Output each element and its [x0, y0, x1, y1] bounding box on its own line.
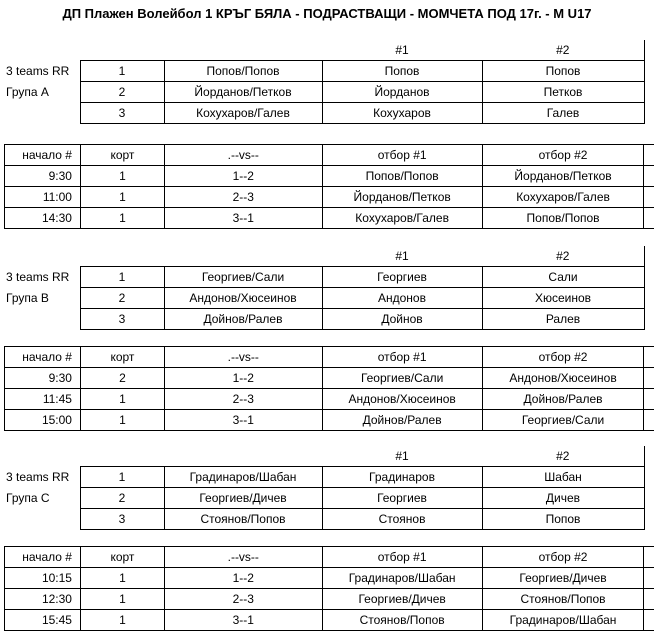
team-number: 2	[80, 288, 164, 309]
team-row	[4, 488, 654, 509]
team-number: 2	[80, 82, 164, 103]
match-time: 11:45	[5, 389, 81, 410]
match-team2: Дойнов/Ралев	[482, 389, 644, 410]
match-team1: Георгиев/Дичев	[322, 589, 482, 610]
team-row	[4, 467, 654, 488]
match-team2: Георгиев/Дичев	[482, 568, 644, 589]
match-team1: Дойнов/Ралев	[322, 410, 482, 431]
match-vs: 3--1	[164, 410, 322, 431]
group-label: 3 teams RR	[4, 61, 80, 82]
teams-header-1: #1	[322, 40, 482, 61]
match-vs: 2--3	[164, 589, 322, 610]
match-row	[5, 410, 654, 431]
match-time: 10:15	[5, 568, 81, 589]
match-vs: 1--2	[164, 568, 322, 589]
player-2: Ралев	[482, 309, 644, 330]
match-row	[5, 389, 654, 410]
group-b-teams-table	[4, 246, 654, 330]
match-team2: Кохухаров/Галев	[482, 187, 644, 208]
match-team1: Кохухаров/Галев	[322, 208, 482, 229]
team1-header: отбор #1	[322, 347, 482, 368]
team-number: 2	[80, 488, 164, 509]
page-title: ДП Плажен Волейбол 1 КРЪГ БЯЛА - ПОДРАСТВАЩИ - МОМЧЕТА ПОД 17г. - М U17	[0, 6, 654, 21]
match-court: 1	[80, 208, 164, 229]
player-1: Георгиев	[322, 488, 482, 509]
teams-header-1: #1	[322, 446, 482, 467]
teams-header-row	[4, 40, 654, 61]
team-number: 3	[80, 509, 164, 530]
teams-header-2: #2	[482, 446, 644, 467]
team-pair: Дойнов/Ралев	[164, 309, 322, 330]
match-court: 1	[80, 389, 164, 410]
team-pair: Георгиев/Дичев	[164, 488, 322, 509]
match-time: 12:30	[5, 589, 81, 610]
match-team1: Йорданов/Петков	[322, 187, 482, 208]
player-1: Андонов	[322, 288, 482, 309]
group-name: Група А	[4, 82, 80, 103]
team-number: 1	[80, 267, 164, 288]
player-2: Петков	[482, 82, 644, 103]
match-vs: 2--3	[164, 389, 322, 410]
match-team1: Попов/Попов	[322, 166, 482, 187]
player-2: Попов	[482, 61, 644, 82]
team-pair: Андонов/Хюсеинов	[164, 288, 322, 309]
court-header: корт	[80, 145, 164, 166]
match-row	[5, 368, 654, 389]
player-2: Хюсеинов	[482, 288, 644, 309]
match-row	[5, 208, 654, 229]
team-number: 3	[80, 309, 164, 330]
match-row	[5, 187, 654, 208]
court-header: корт	[80, 547, 164, 568]
team-row	[4, 103, 654, 124]
team-row	[4, 288, 654, 309]
player-1: Стоянов	[322, 509, 482, 530]
match-row	[5, 610, 654, 631]
team2-header: отбор #2	[482, 145, 644, 166]
teams-header-row	[4, 446, 654, 467]
group-c-teams-table	[4, 446, 654, 530]
match-team2: Георгиев/Сали	[482, 410, 644, 431]
player-2: Сали	[482, 267, 644, 288]
schedule-header-row	[5, 347, 654, 368]
match-time: 11:00	[5, 187, 81, 208]
teams-header-row	[4, 246, 654, 267]
match-time: 9:30	[5, 368, 81, 389]
match-vs: 3--1	[164, 208, 322, 229]
match-team1: Стоянов/Попов	[322, 610, 482, 631]
player-1: Дойнов	[322, 309, 482, 330]
team-number: 3	[80, 103, 164, 124]
team2-header: отбор #2	[482, 547, 644, 568]
player-1: Георгиев	[322, 267, 482, 288]
teams-header-2: #2	[482, 246, 644, 267]
group-name: Група C	[4, 488, 80, 509]
team-number: 1	[80, 61, 164, 82]
match-court: 1	[80, 166, 164, 187]
teams-header-1: #1	[322, 246, 482, 267]
player-2: Попов	[482, 509, 644, 530]
match-time: 14:30	[5, 208, 81, 229]
match-court: 1	[80, 610, 164, 631]
player-2: Дичев	[482, 488, 644, 509]
group-a-schedule-table	[4, 144, 654, 229]
player-1: Попов	[322, 61, 482, 82]
match-vs: 1--2	[164, 368, 322, 389]
player-2: Галев	[482, 103, 644, 124]
start-time-header: начало #	[5, 145, 81, 166]
player-1: Кохухаров	[322, 103, 482, 124]
team-number: 1	[80, 467, 164, 488]
player-1: Градинаров	[322, 467, 482, 488]
match-team2: Стоянов/Попов	[482, 589, 644, 610]
team-pair: Градинаров/Шабан	[164, 467, 322, 488]
match-court: 2	[80, 368, 164, 389]
match-vs: 3--1	[164, 610, 322, 631]
team2-header: отбор #2	[482, 347, 644, 368]
team-pair: Стоянов/Попов	[164, 509, 322, 530]
match-row	[5, 568, 654, 589]
match-team1: Андонов/Хюсеинов	[322, 389, 482, 410]
match-team1: Градинаров/Шабан	[322, 568, 482, 589]
match-time: 15:45	[5, 610, 81, 631]
group-name: Група B	[4, 288, 80, 309]
match-team2: Йорданов/Петков	[482, 166, 644, 187]
match-team2: Андонов/Хюсеинов	[482, 368, 644, 389]
vs-header: .--vs--	[164, 547, 322, 568]
match-row	[5, 166, 654, 187]
team1-header: отбор #1	[322, 547, 482, 568]
vs-header: .--vs--	[164, 145, 322, 166]
team-row	[4, 82, 654, 103]
team-pair: Кохухаров/Галев	[164, 103, 322, 124]
teams-header-2: #2	[482, 40, 644, 61]
group-c-schedule-table	[4, 546, 654, 631]
match-row	[5, 589, 654, 610]
match-vs: 1--2	[164, 166, 322, 187]
match-team1: Георгиев/Сали	[322, 368, 482, 389]
team-pair: Йорданов/Петков	[164, 82, 322, 103]
match-court: 1	[80, 410, 164, 431]
match-time: 15:00	[5, 410, 81, 431]
player-2: Шабан	[482, 467, 644, 488]
schedule-header-row	[5, 145, 654, 166]
match-court: 1	[80, 187, 164, 208]
match-team2: Градинаров/Шабан	[482, 610, 644, 631]
group-b-schedule-table	[4, 346, 654, 431]
vs-header: .--vs--	[164, 347, 322, 368]
team-row	[4, 309, 654, 330]
team-row	[4, 267, 654, 288]
team-pair: Попов/Попов	[164, 61, 322, 82]
group-a-teams-table	[4, 40, 654, 124]
team1-header: отбор #1	[322, 145, 482, 166]
match-court: 1	[80, 589, 164, 610]
court-header: корт	[80, 347, 164, 368]
group-label: 3 teams RR	[4, 267, 80, 288]
player-1: Йорданов	[322, 82, 482, 103]
match-time: 9:30	[5, 166, 81, 187]
schedule-header-row	[5, 547, 654, 568]
start-time-header: начало #	[5, 347, 81, 368]
group-label: 3 teams RR	[4, 467, 80, 488]
team-row	[4, 61, 654, 82]
match-court: 1	[80, 568, 164, 589]
team-pair: Георгиев/Сали	[164, 267, 322, 288]
match-vs: 2--3	[164, 187, 322, 208]
start-time-header: начало #	[5, 547, 81, 568]
team-row	[4, 509, 654, 530]
match-team2: Попов/Попов	[482, 208, 644, 229]
